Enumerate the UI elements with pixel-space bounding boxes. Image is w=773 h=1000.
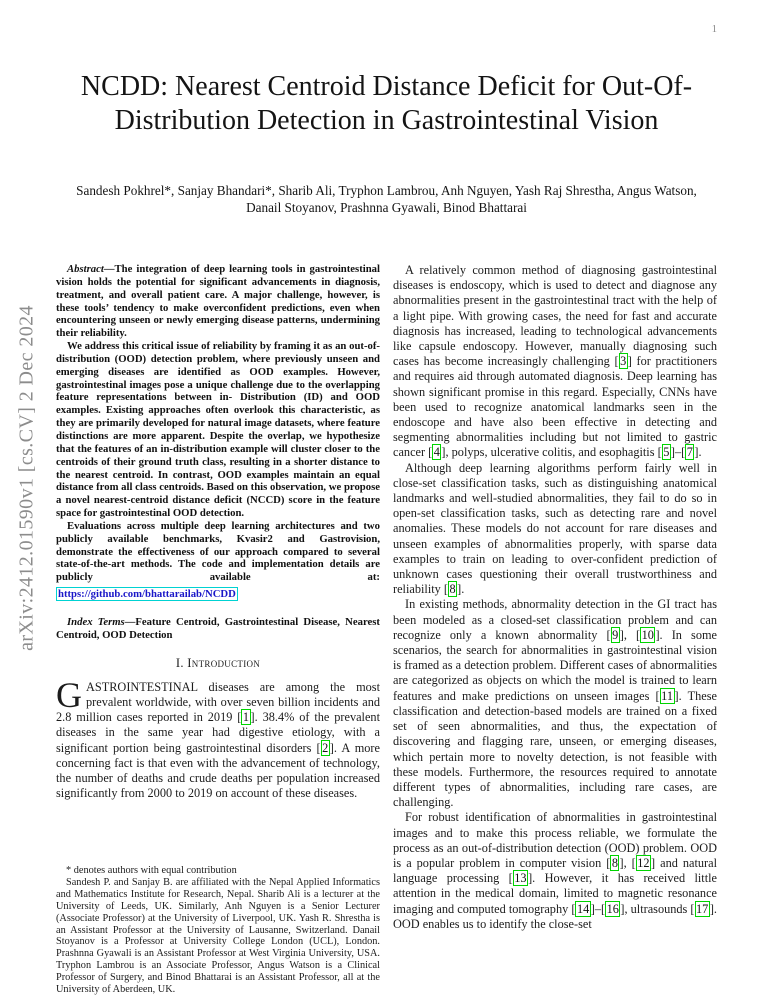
citation-ref[interactable]: 4 <box>433 445 440 460</box>
index-terms <box>56 616 380 642</box>
section-heading-introduction: I. Introduction <box>175 655 261 670</box>
citation-ref[interactable]: 1 <box>242 710 250 725</box>
index-terms-text: Feature Centroid, Gastrointestinal Disease, Nearest Centroid, OOD Detection <box>56 616 380 641</box>
paper-title: NCDD: Nearest Centroid Distance Deficit for Out-Of-Distribution Detection in Gastrointestinal Vision <box>80 71 693 137</box>
intro-paragraph <box>56 674 380 802</box>
paragraph-closed-set-limits: Although deep learning algorithms perform fairly well in close-set classification tasks, such as distinguishing anatomical landmarks and well-studied abnormalities, they fail to do so in open-set classification tasks, such as detecting rare and novel anomalies. These models do not account for rare diseases and unseen examples of abnormalities properly, with sparse data examples to train on leading to over-confident prediction of unknown cases questioning their overall trustworthiness and reliability [ 8 ]. <box>393 460 717 597</box>
footnote-equal-contribution: * denotes authors with equal contribution <box>66 865 237 877</box>
two-column-body <box>56 263 717 996</box>
left-column <box>56 263 380 996</box>
citation-ref[interactable]: 11 <box>661 688 673 703</box>
citation-ref[interactable]: 10 <box>641 627 654 642</box>
arxiv-watermark: arXiv:2412.01590v1 [cs.CV] 2 Dec 2024 <box>15 305 38 651</box>
citation-ref[interactable]: 3 <box>620 354 627 369</box>
citation-ref[interactable]: 8 <box>611 855 618 870</box>
footnote-affiliations: Sandesh P. and Sanjay B. are affiliated with the Nepal Applied Informatics and Mathematics Institute for Research, Nepal. Sharib Ali is a lecturer at the University of Leeds, UK. Similarly, Anh Nguyen is a Senior Lecturer (Associate Professor) at the University of Liverpool, UK. Yash R. Shrestha is an Assistant Professor at the University of Lausanne, Switzerland. Danail Stoyanov is a Professor at University College London (UCL), London. Prashnna Gyawali is an Assistant Professor at West Virginia University, USA. Tryphon Lambrou is an Associate Professor, Angus Watson is a Clinical Professor of Surgery, and Binod Bhattarai is an Assistant Professor, all at the University of Aberdeen, UK. <box>56 876 380 996</box>
abstract-label: Abstract— <box>67 263 115 275</box>
author-list: Sandesh Pokhrel*, Sanjay Bhandari*, Sharib Ali, Tryphon Lambrou, Anh Nguyen, Yash Raj Shrestha, Angus Watson, Danail Stoyanov, Prashnna Gyawali, Binod Bhattarai <box>76 183 697 215</box>
citation-ref[interactable]: 2 <box>322 740 329 755</box>
citation-ref[interactable]: 17 <box>696 901 709 916</box>
paragraph-ood-formulation: For robust identification of abnormalities in gastrointestinal images and to make this process reliable, we formulate the process as an out-of-distribution detection (OOD) problem. OOD is a popular problem in computer vision [ 8 ], [ 12 ] and natural language processing [ 13 ]. However, it has received little attention in the medical domain, limited to magnetic resonance imaging and computed tomography [ 14 ]–[ 16 ], ultrasounds [ 17 ]. OOD enables us to identify the close-set <box>393 810 718 931</box>
abstract-paragraph-2: We address this critical issue of reliability by framing it as an out-of-distribution (OOD) detection problem, where previously unseen and emerging diseases are identified as OOD examples. However, gastrointestinal images pose a unique challenge due to the overlapping feature representations between in- Distribution (ID) and OOD examples. Existing approaches often overlook this characteristic, as they are primarily developed for natural image datasets, where feature distinctions are more apparent. Despite the overlap, we hypothesize that the features of an in-distribution example will cluster closer to the centroids of their ground truth class, resulting in a shorter distance to the nearest centroid. In contrast, OOD examples maintain an equal distance from all class centroids. Based on this observation, we propose a novel nearest-centroid distance deficit (NCCD) score in the feature space for gastrointestinal OOD detection. <box>56 340 380 520</box>
paragraph-endoscopy: A relatively common method of diagnosing gastrointestinal diseases is endoscopy, which is used to detect and diagnose any abnormalities present in the gastrointestinal tract with the help of a light pipe. With growing cases, the need for fast and accurate diagnosis has increased, leading to technological advancements like capsule endoscopy. However, manually diagnosing such cases has become increasingly challenging [ 3 ] for practitioners and requires aid through automated diagnosis. Deep learning has shown significant promise in this regard. Especially, CNNs have been used to recognize anatomical landmarks seen in the endoscope and have also been effective in detecting and segmenting abnormalities including but not limited to gastric cancer [ 4 ], polyps, ulcerative colitis, and esophagitis [ 5 ]–[ 7 ]. <box>393 263 717 460</box>
abstract-paragraph-1 <box>56 263 380 340</box>
footnote-block <box>56 859 380 996</box>
citation-ref[interactable]: 12 <box>637 855 650 870</box>
abstract-text-1: The integration of deep learning tools in gastrointestinal vision holds the potential for significant advancements in diagnosis, treatment, and overall patient care. A major challenge, however, is these tools’ tendency to make overconfident predictions, even when encountering unseen or newly emerging disease patterns, undermining their reliability. <box>56 263 380 340</box>
citation-ref[interactable]: 16 <box>606 901 619 916</box>
citation-ref[interactable]: 9 <box>612 627 619 642</box>
citation-ref[interactable]: 5 <box>663 445 670 460</box>
code-link-line <box>56 584 380 602</box>
citation-ref[interactable]: 14 <box>576 901 590 916</box>
dropcap-letter: G <box>56 674 82 715</box>
right-column <box>393 263 717 996</box>
citation-ref[interactable]: 8 <box>449 582 456 597</box>
citation-ref[interactable]: 13 <box>514 871 527 886</box>
abstract-paragraph-3: Evaluations across multiple deep learning architectures and two publicly available benchmarks, Kvasir2 and Gastrovision, demonstrate the effectiveness of our approach compared to several state-of-the-art methods. The code and implementation details are publicly available at: <box>56 519 380 584</box>
paragraph-existing-methods: In existing methods, abnormality detection in the GI tract has been modeled as a closed-set classification problem and can recognize only a known abnormality [ 9 ], [ 10 ]. In some scenarios, the search for abnormalities in gastrointestinal vision is framed as a detection problem. Different cases of abnormalities are categorized as objects on which the model is trained to learn features and make predictions on unseen images [ 11 ]. These classification and detection-based models are trained on a fixed set of seen abnormalities, and thus, the expectation of discovering and flagging rare, unseen, or emerging diseases, which pertain more to novelty detection, is not feasible with these models. Furthermore, the resources required to annotate different types of abnormalities, including rare cases, are challenging. <box>393 597 718 810</box>
code-repository-link[interactable]: https://github.com/bhattarailab/NCDD <box>58 588 236 601</box>
page-number: 1 <box>711 24 717 35</box>
intro-text: ASTROINTESTINAL diseases are among the most prevalent worldwide, with over seven billion incidents and 2.8 million cases reported in 2019 [ 1 ]. 38.4% of the prevalent diseases in the same year had digestive etiology, with a significant portion being gastrointestinal disorders [ 2 ]. A more concerning fact is that even with the advancement of technology, the number of deaths and crude deaths per population increased significantly from 2000 to 2019 on account of these diseases. <box>56 679 380 801</box>
index-terms-label: Index Terms— <box>67 616 136 629</box>
citation-ref[interactable]: 7 <box>686 445 693 460</box>
